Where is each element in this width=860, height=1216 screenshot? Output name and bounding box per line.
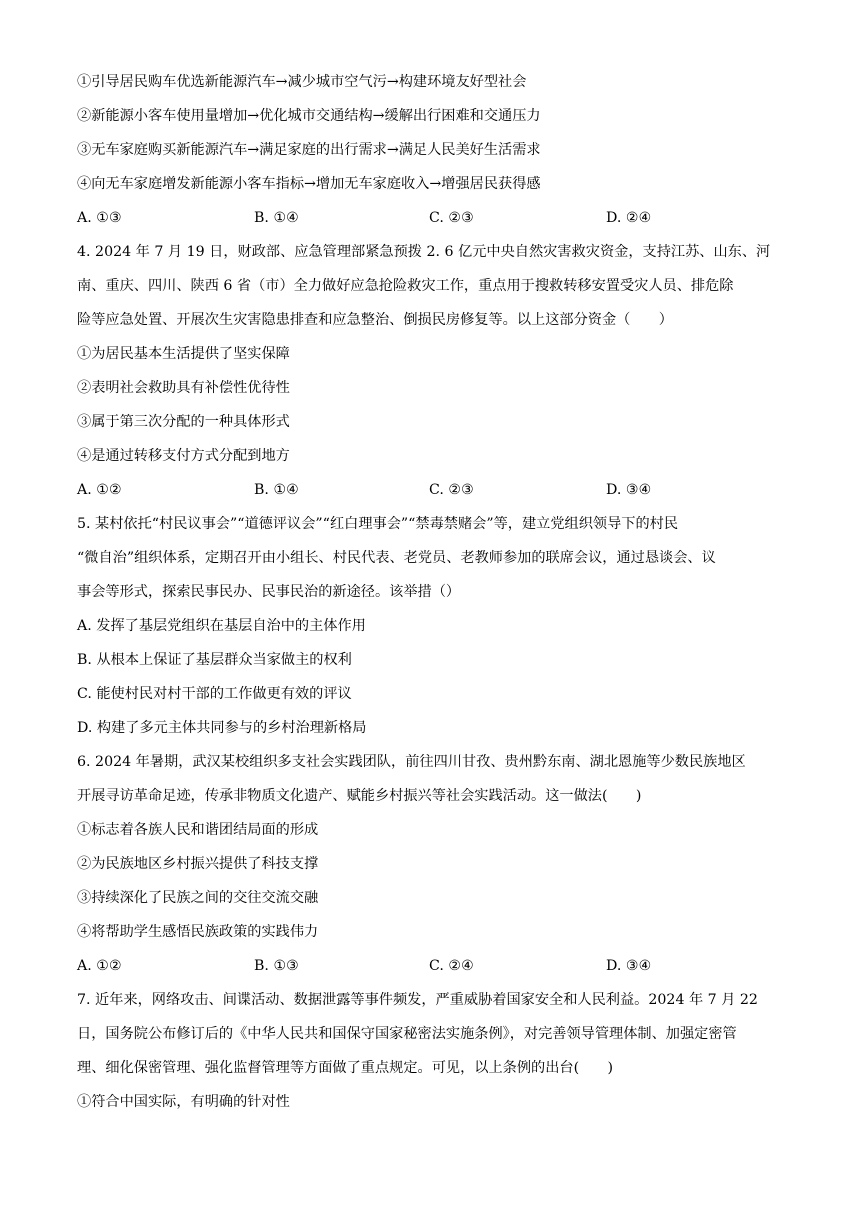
q6-options — [77, 956, 787, 976]
q4-stem-line-1: 4. 2024 年 7 月 19 日，财政部、应急管理部紧急预拨 2. 6 亿元中央自然灾害救灾资金，支持江苏、山东、河 — [77, 244, 771, 260]
q3-option-c: C. ②③ — [429, 210, 474, 226]
q3-option-d: D. ②④ — [606, 210, 652, 226]
q6-option-c: C. ②④ — [429, 958, 474, 974]
q4-option-a: A. ①② — [77, 482, 122, 498]
q5-choice-a: A. 发挥了基层党组织在基层自治中的主体作用 — [77, 618, 366, 634]
q6-option-b: B. ①③ — [254, 958, 299, 974]
q5-choice-c: C. 能使村民对村干部的工作做更有效的评议 — [77, 686, 352, 702]
q6-statement-4: ④将帮助学生感悟民族政策的实践伟力 — [77, 924, 319, 940]
q4-option-b: B. ①④ — [254, 482, 299, 498]
q6-stem-line-2: 开展寻访革命足迹，传承非物质文化遗产、赋能乡村振兴等社会实践活动。这一做法( ) — [77, 788, 642, 804]
q5-stem-line-3: 事会等形式，探索民事民办、民事民治的新途径。该举措（） — [77, 584, 461, 600]
q7-stem-line-3: 理、细化保密管理、强化监督管理等方面做了重点规定。可见，以上条例的出台( ) — [77, 1060, 614, 1076]
q5-choice-b: B. 从根本上保证了基层群众当家做主的权利 — [77, 652, 352, 668]
q3-option-b: B. ①④ — [254, 210, 299, 226]
q3-statement-2: ②新能源小客车使用量增加→优化城市交通结构→缓解出行困难和交通压力 — [77, 108, 541, 124]
q7-stem-line-1: 7. 近年来，网络攻击、间谍活动、数据泄露等事件频发，严重威胁着国家安全和人民利益。2024 年 7 月 22 — [77, 992, 758, 1008]
q4-stem-line-2: 南、重庆、四川、陕西 6 省（市）全力做好应急抢险救灾工作，重点用于搜救转移安置受灾人员、排危除 — [77, 278, 734, 294]
q3-statement-3: ③无车家庭购买新能源汽车→满足家庭的出行需求→满足人民美好生活需求 — [77, 142, 541, 158]
q5-stem-line-2: “微自治”组织体系，定期召开由小组长、村民代表、老党员、老教师参加的联席会议，通过恳谈会、议 — [77, 550, 716, 566]
q6-statement-2: ②为民族地区乡村振兴提供了科技支撑 — [77, 856, 319, 872]
q6-stem-line-1: 6. 2024 年暑期，武汉某校组织多支社会实践团队，前往四川甘孜、贵州黔东南、湖北恩施等少数民族地区 — [77, 754, 746, 770]
q4-statement-3: ③属于第三次分配的一种具体形式 — [77, 414, 290, 430]
q3-statement-1: ①引导居民购车优选新能源汽车→减少城市空气污→构建环境友好型社会 — [77, 74, 527, 90]
q4-option-d: D. ③④ — [606, 482, 652, 498]
q6-option-a: A. ①② — [77, 958, 122, 974]
q4-option-c: C. ②③ — [429, 482, 474, 498]
q7-stem-line-2: 日，国务院公布修订后的《中华人民共和国保守国家秘密法实施条例》，对完善领导管理体制、加强定密管 — [77, 1026, 737, 1042]
q3-option-a: A. ①③ — [77, 210, 122, 226]
q5-choice-d: D. 构建了多元主体共同参与的乡村治理新格局 — [77, 720, 367, 736]
q4-statement-4: ④是通过转移支付方式分配到地方 — [77, 448, 290, 464]
q3-statement-4: ④向无车家庭增发新能源小客车指标→增加无车家庭收入→增强居民获得感 — [77, 176, 541, 192]
q6-option-d: D. ③④ — [606, 958, 652, 974]
q4-statement-2: ②表明社会救助具有补偿性优待性 — [77, 380, 290, 396]
q6-statement-3: ③持续深化了民族之间的交往交流交融 — [77, 890, 319, 906]
q4-stem-line-3: 险等应急处置、开展次生灾害隐患排查和应急整治、倒损民房修复等。以上这部分资金（ ） — [77, 312, 673, 328]
q6-statement-1: ①标志着各族人民和谐团结局面的形成 — [77, 822, 319, 838]
q7-statement-1: ①符合中国实际，有明确的针对性 — [77, 1094, 290, 1110]
q5-stem-line-1: 5. 某村依托“村民议事会”“道德评议会”“红白理事会”“禁毒禁赌会”等，建立党组织领导下的村民 — [77, 516, 679, 532]
q3-options — [77, 208, 787, 228]
q4-options — [77, 480, 787, 500]
q4-statement-1: ①为居民基本生活提供了坚实保障 — [77, 346, 290, 362]
